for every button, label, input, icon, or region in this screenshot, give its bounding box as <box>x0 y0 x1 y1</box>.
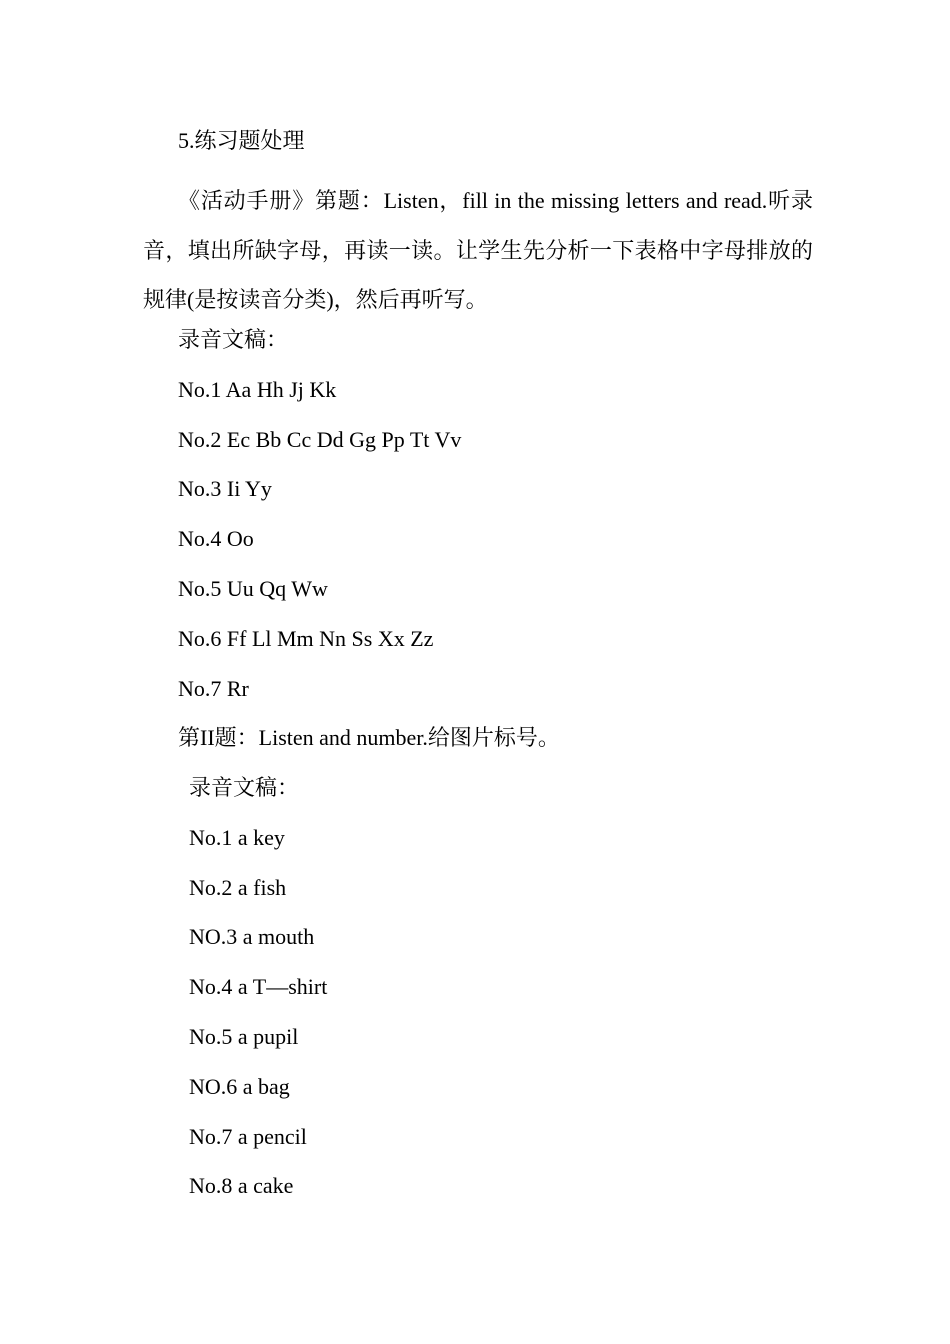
picture-item-4: No.4 a T—shirt <box>189 974 328 999</box>
transcript-label: 录音文稿： <box>178 327 289 352</box>
letter-group-1: No.1 Aa Hh Jj Kk <box>178 377 337 402</box>
letter-group-2: No.2 Ec Bb Cc Dd Gg Pp Tt Vv <box>178 427 462 452</box>
picture-item-8: No.8 a cake <box>189 1173 294 1198</box>
picture-item-6: NO.6 a bag <box>189 1074 290 1099</box>
letter-group-6: No.6 Ff Ll Mm Nn Ss Xx Zz <box>178 626 434 651</box>
transcript-label: 录音文稿： <box>189 775 300 800</box>
picture-item-2: No.2 a fish <box>189 875 287 900</box>
letter-group-4: No.4 Oo <box>178 526 254 551</box>
letter-group-7: No.7 Rr <box>178 676 249 701</box>
letter-group-3: No.3 Ii Yy <box>178 476 272 501</box>
picture-item-1: No.1 a key <box>189 825 285 850</box>
picture-item-7: No.7 a pencil <box>189 1124 307 1149</box>
question-2-heading: 第II题：Listen and number.给图片标号。 <box>178 725 560 750</box>
picture-item-5: No.5 a pupil <box>189 1024 299 1049</box>
picture-item-3: NO.3 a mouth <box>189 924 315 949</box>
section-heading: 5.练习题处理 <box>178 128 305 153</box>
letter-group-5: No.5 Uu Qq Ww <box>178 576 328 601</box>
activity-paragraph: 《活动手册》第题：Listen，fill in the missing letters and read.听录音，填出所缺字母，再读一读。让学生先分析一下表格中字母排放的规律(是按读音分类)，然后再听写。 <box>143 188 813 312</box>
